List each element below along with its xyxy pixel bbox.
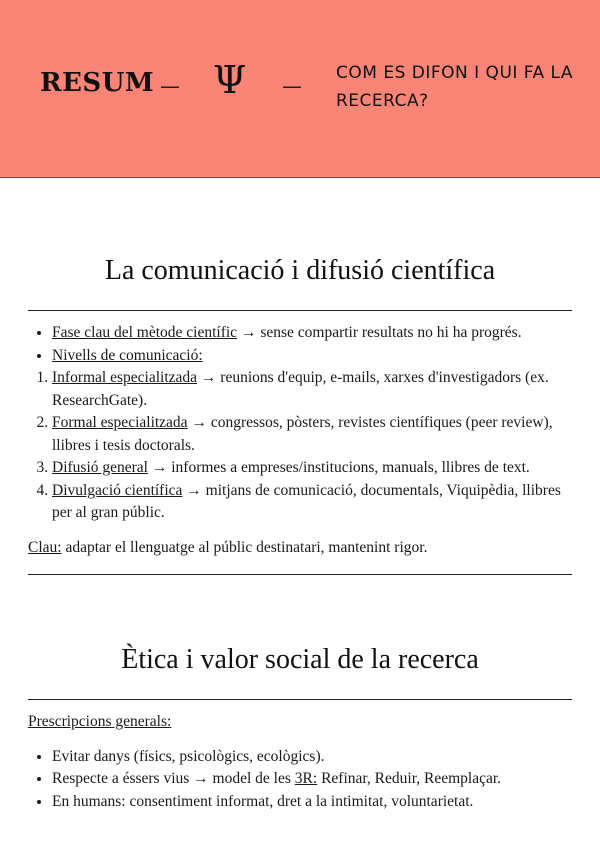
bullet-term: Nivells de comunicació: <box>52 346 203 364</box>
list-item <box>52 768 572 791</box>
header-resum-label: RESUM <box>40 68 155 98</box>
list-item <box>52 791 572 814</box>
list-item <box>52 457 572 480</box>
list-item <box>52 345 572 368</box>
psi-icon: Ψ <box>213 58 247 102</box>
prescriptions-label <box>28 711 572 734</box>
bullet-term: Fase clau del mètode científic <box>52 324 238 341</box>
list-item <box>52 412 572 457</box>
key-text: adaptar el llenguatge al públic destinatari, mantenint rigor. <box>61 538 428 556</box>
level-text: → congressos, pòsters, revistes científiques (peer review), llibres i tesis doctorals. <box>52 414 553 454</box>
list-item <box>52 367 572 412</box>
section1-top-divider <box>28 310 572 311</box>
bullet-text: → sense compartir resultats no hi ha progrés. <box>237 324 522 341</box>
ethics-bullet-list <box>28 746 572 814</box>
level-term: Formal especialitzada <box>52 414 188 431</box>
section1-body <box>28 322 572 559</box>
level-text: → informes a empreses/institucions, manuals, llibres de text. <box>147 459 530 476</box>
item-text: En humans: consentiment informat, dret a la intimitat, voluntarietat. <box>52 792 474 810</box>
level-term: Informal especialitzada <box>52 369 198 386</box>
section1-title: La comunicació i difusió científica <box>104 255 496 286</box>
header-dash-right: — <box>282 74 302 98</box>
header-subtitle: COM ES DIFON I QUI FA LA RECERCA? <box>336 63 574 111</box>
list-item <box>52 322 572 345</box>
key-label: Clau: <box>28 538 62 556</box>
list-item <box>52 746 572 769</box>
section1-bottom-divider <box>28 574 572 575</box>
level-term: Divulgació científica <box>52 481 183 499</box>
key-note <box>28 537 572 560</box>
prescriptions-label-text: Prescripcions generals: <box>28 713 172 730</box>
item-text: Respecte a éssers vius → model de les <box>52 770 295 787</box>
item-underlined: 3R: <box>294 770 318 787</box>
section2-body <box>28 711 572 813</box>
level-text: → mitjans de comunicació, documentals, Viquipèdia, llibres per al gran públic. <box>52 481 561 521</box>
communication-levels-list <box>28 367 572 525</box>
header-dash-left: — <box>160 74 180 98</box>
item-text-after: Refinar, Reduir, Reemplaçar. <box>317 770 502 787</box>
section1-bullet-list <box>28 322 572 367</box>
level-text: → reunions d'equip, e-mails, xarxes d'investigadors (ex. ResearchGate). <box>52 369 549 409</box>
level-term: Difusió general <box>52 459 148 476</box>
header-banner <box>0 0 600 178</box>
list-item <box>52 480 572 525</box>
section2-top-divider <box>28 699 572 700</box>
section2-title: Ètica i valor social de la recerca <box>121 644 479 675</box>
item-text: Evitar danys (físics, psicològics, ecològics). <box>52 747 325 765</box>
